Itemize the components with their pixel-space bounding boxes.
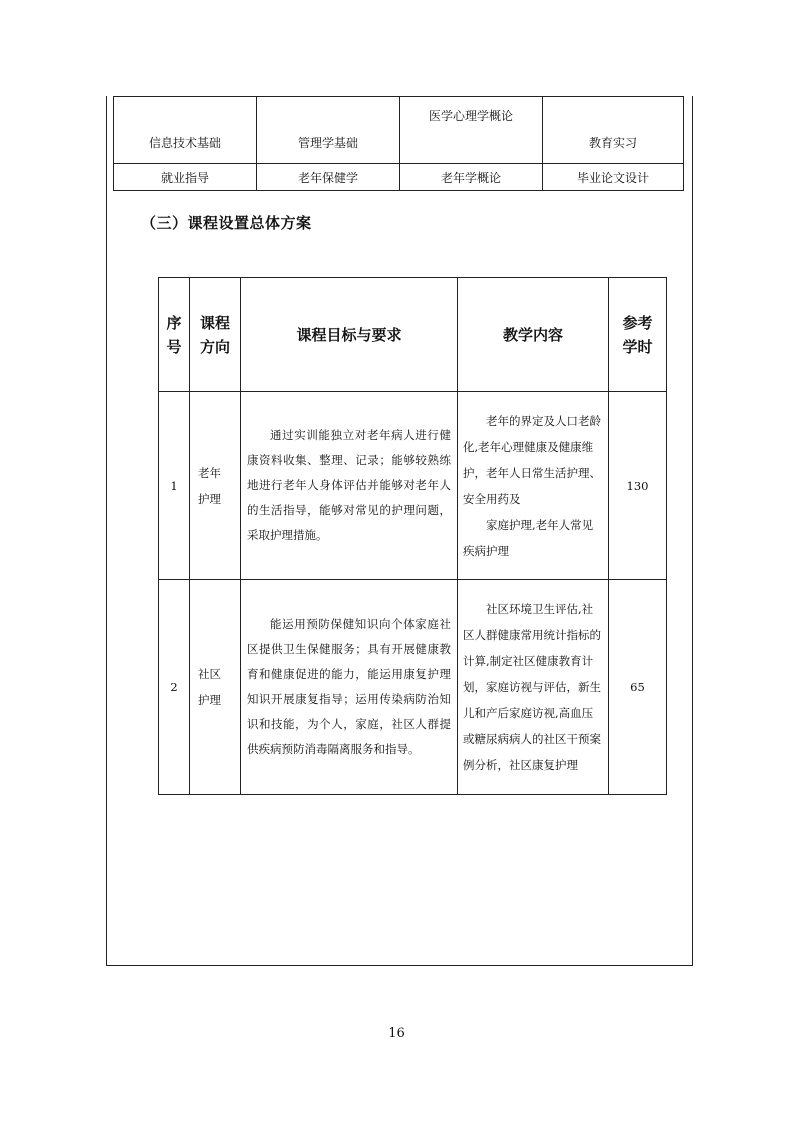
table-row (159, 580, 667, 795)
row-direction (190, 580, 241, 795)
course-cell: 毕业论文设计 (543, 164, 684, 191)
header-seq-line-1: 序 (166, 313, 182, 332)
course-cell: 医学心理学概论 (400, 97, 543, 164)
header-seq (159, 278, 190, 392)
course-cell: 教育实习 (543, 97, 684, 164)
row-content (458, 392, 609, 580)
row-hours: 65 (609, 580, 667, 795)
row-content (458, 580, 609, 795)
course-cell: 管理学基础 (257, 97, 400, 164)
row-seq: 2 (159, 580, 190, 795)
section-title: （三）课程设置总体方案 (141, 214, 312, 232)
course-cell: 信息技术基础 (114, 97, 257, 164)
course-cell: 就业指导 (114, 164, 257, 191)
header-direction-line-1: 课程 (199, 313, 230, 332)
goals-text: 能运用预防保健知识向个体家庭社区提供卫生保健服务；具有开展健康教育和健康促进的能力，能运用康复护理知识开展康复指导；运用传染病防治知识和技能，为个人，家庭，社区人群提供疾病预防消毒隔离服务和指导。 (247, 617, 451, 756)
header-hours-line-1: 参考 (622, 313, 653, 332)
row-goals (241, 392, 458, 580)
header-goals: 课程目标与要求 (241, 278, 458, 392)
header-content: 教学内容 (458, 278, 609, 392)
content-paragraph-2: 家庭护理,老年人常见疾病护理 (463, 517, 594, 558)
row-direction (190, 392, 241, 580)
direction-line-1: 老年 (198, 465, 221, 480)
direction-line-2: 护理 (198, 693, 221, 707)
content-paragraph-1: 老年的界定及人口老龄化,老年心理健康及健康维护，老年人日常生活护理、安全用药及 (463, 413, 601, 506)
curriculum-plan-table (158, 277, 667, 795)
row-goals (241, 580, 458, 795)
course-cell: 老年学概论 (400, 164, 543, 191)
table-row (159, 392, 667, 580)
header-direction (190, 278, 241, 392)
table-row (114, 97, 684, 164)
goals-text: 通过实训能独立对老年病人进行健康资料收集、整理、记录；能够较熟练地进行老年人身体评估并能够对老年人的生活指导，能够对常见的护理问题，采取护理措施。 (247, 428, 451, 542)
row-seq: 1 (159, 392, 190, 580)
table-header-row (159, 278, 667, 392)
header-hours (609, 278, 667, 392)
header-direction-line-2: 方向 (199, 337, 230, 356)
direction-line-1: 社区 (198, 667, 221, 681)
direction-line-2: 护理 (198, 491, 221, 506)
header-seq-line-2: 号 (166, 337, 182, 356)
course-cell: 老年保健学 (257, 164, 400, 191)
content-paragraph-1: 社区环境卫生评估,社区人群健康常用统计指标的计算,制定社区健康教育计划，家庭访视与评估，新生儿和产后家庭访视,高血压或糖尿病病人的社区干预案例分析，社区康复护理 (463, 602, 601, 772)
page-number: 16 (388, 1026, 405, 1041)
row-hours: 130 (609, 392, 667, 580)
header-hours-line-2: 学时 (622, 337, 653, 356)
table-row (114, 164, 684, 191)
course-list-table (113, 96, 684, 191)
